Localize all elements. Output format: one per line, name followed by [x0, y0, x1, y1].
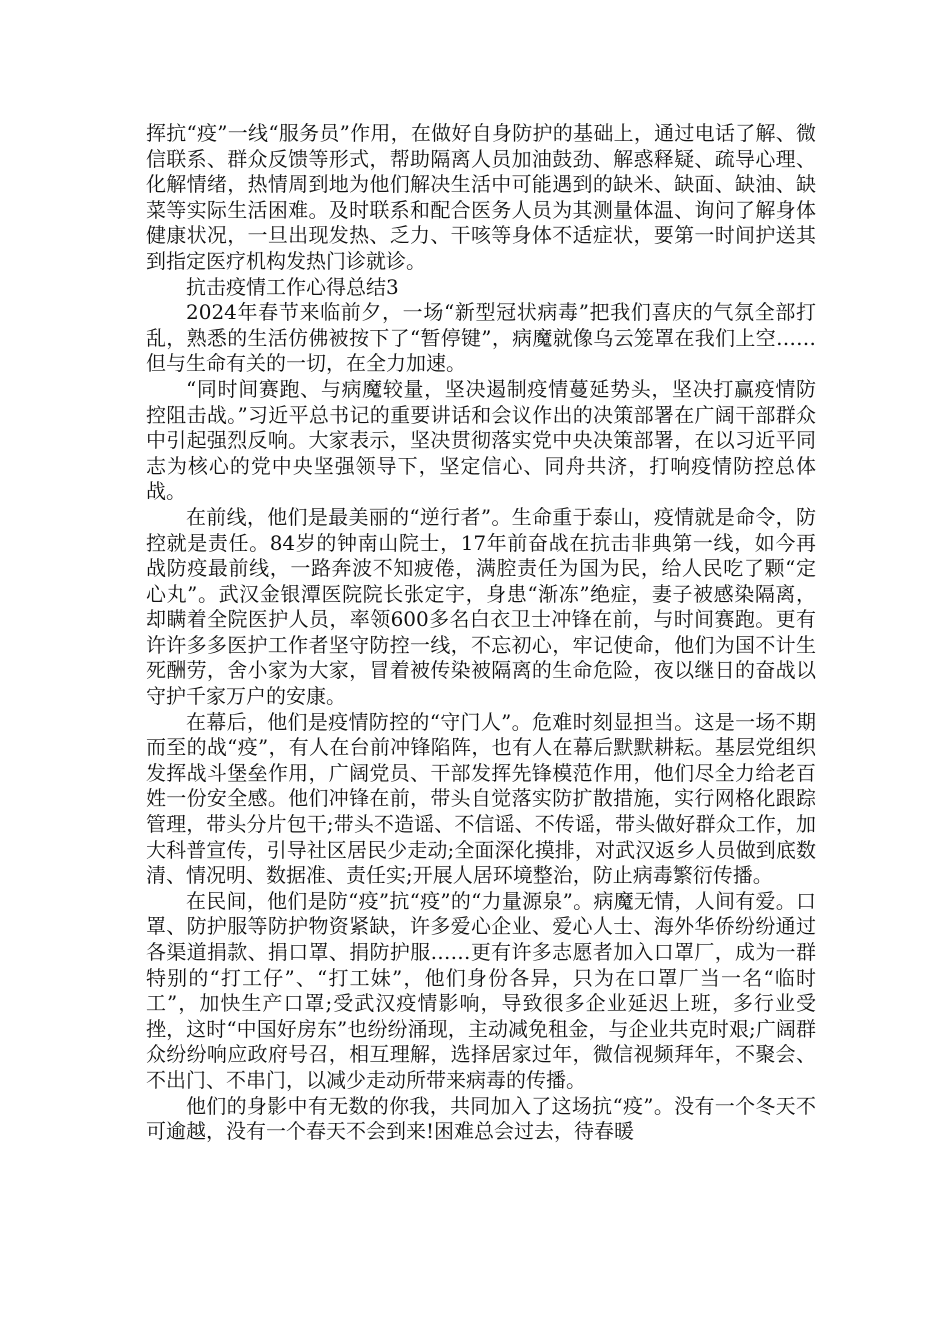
- paragraph-intro: 2024年春节来临前夕，一场“新型冠状病毒”把我们喜庆的气氛全部打乱，熟悉的生活仿佛被按下了“暂停键”，病魔就像乌云笼罩在我们上空……但与生命有关的一切，在全力加速。: [146, 300, 816, 376]
- paragraph-quote: “同时间赛跑、与病魔较量，坚决遏制疫情蔓延势头，坚决打赢疫情防控阻击战。”习近平总书记的重要讲话和会议作出的决策部署在广阔干部群众中引起强烈反响。大家表示，坚决贯彻落实党中央决策部署，在以习近平同志为核心的党中央坚强领导下，坚定信心、同舟共济，打响疫情防控总体战。: [146, 376, 816, 504]
- section-heading: 抗击疫情工作心得总结3: [186, 274, 399, 299]
- paragraph-civilian: 在民间，他们是防“疫”抗“疫”的“力量源泉”。病魔无情，人间有爱。口罩、防护服等防护物资紧缺，许多爱心企业、爱心人士、海外华侨纷纷通过各渠道捐款、捐口罩、捐防护服……更有许多志愿者加入口罩厂，成为一群特别的“打工仔”、“打工妹”，他们身份各异，只为在口罩厂当一名“临时工”，加快生产口罩;受武汉疫情影响，导致很多企业延迟上班，多行业受挫，这时“中国好房东”也纷纷涌现，主动减免租金，与企业共克时艰;广阔群众纷纷响应政府号召，相互理解，选择居家过年，微信视频拜年，不聚会、不出门、不串门，以减少走动所带来病毒的传播。: [146, 888, 816, 1092]
- paragraph-continuation: 挥抗“疫”一线“服务员”作用，在做好自身防护的基础上，通过电话了解、微信联系、群众反馈等形式，帮助隔离人员加油鼓劲、解惑释疑、疏导心理、化解情绪，热情周到地为他们解决生活中可能遇到的缺米、缺面、缺油、缺菜等实际生活困难。及时联系和配合医务人员为其测量体温、询问了解身体健康状况，一旦出现发热、乏力、干咳等身体不适症状，要第一时间护送其到指定医疗机构发热门诊就诊。: [146, 121, 816, 273]
- paragraph-frontline: 在前线，他们是最美丽的“逆行者”。生命重于泰山，疫情就是命令，防控就是责任。84岁的钟南山院士，17年前奋战在抗击非典第一线，如今再战防疫最前线，一路奔波不知疲倦，满腔责任为国为民，给人民吃了颗“定心丸”。武汉金银潭医院院长张定宇，身患“渐冻”绝症，妻子被感染隔离，却瞒着全院医护人员，率领600多名白衣卫士冲锋在前，与时间赛跑。更有许许多多医护工作者坚守防控一线，不忘初心，牢记使命，他们为国不计生死酬劳，舍小家为大家，冒着被传染被隔离的生命危险，夜以继日的奋战以守护千家万户的安康。: [146, 504, 816, 709]
- paragraph-behind-scenes: 在幕后，他们是疫情防控的“守门人”。危难时刻显担当。这是一场不期而至的战“疫”，有人在台前冲锋陷阵，也有人在幕后默默耕耘。基层党组织发挥战斗堡垒作用，广阔党员、干部发挥先锋模范作用，他们尽全力给老百姓一份安全感。他们冲锋在前，带头自觉落实防扩散措施，实行网格化跟踪管理，带头分片包干;带头不造谣、不信谣、不传谣，带头做好群众工作，加大科普宣传，引导社区居民少走动;全面深化摸排，对武汉返乡人员做到底数清、情况明、数据准、责任实;开展人居环境整治，防止病毒繁衍传播。: [146, 709, 816, 888]
- document-page: [146, 121, 816, 1145]
- paragraph-closing: 他们的身影中有无数的你我，共同加入了这场抗“疫”。没有一个冬天不可逾越，没有一个春天不会到来!困难总会过去，待春暖: [146, 1093, 816, 1144]
